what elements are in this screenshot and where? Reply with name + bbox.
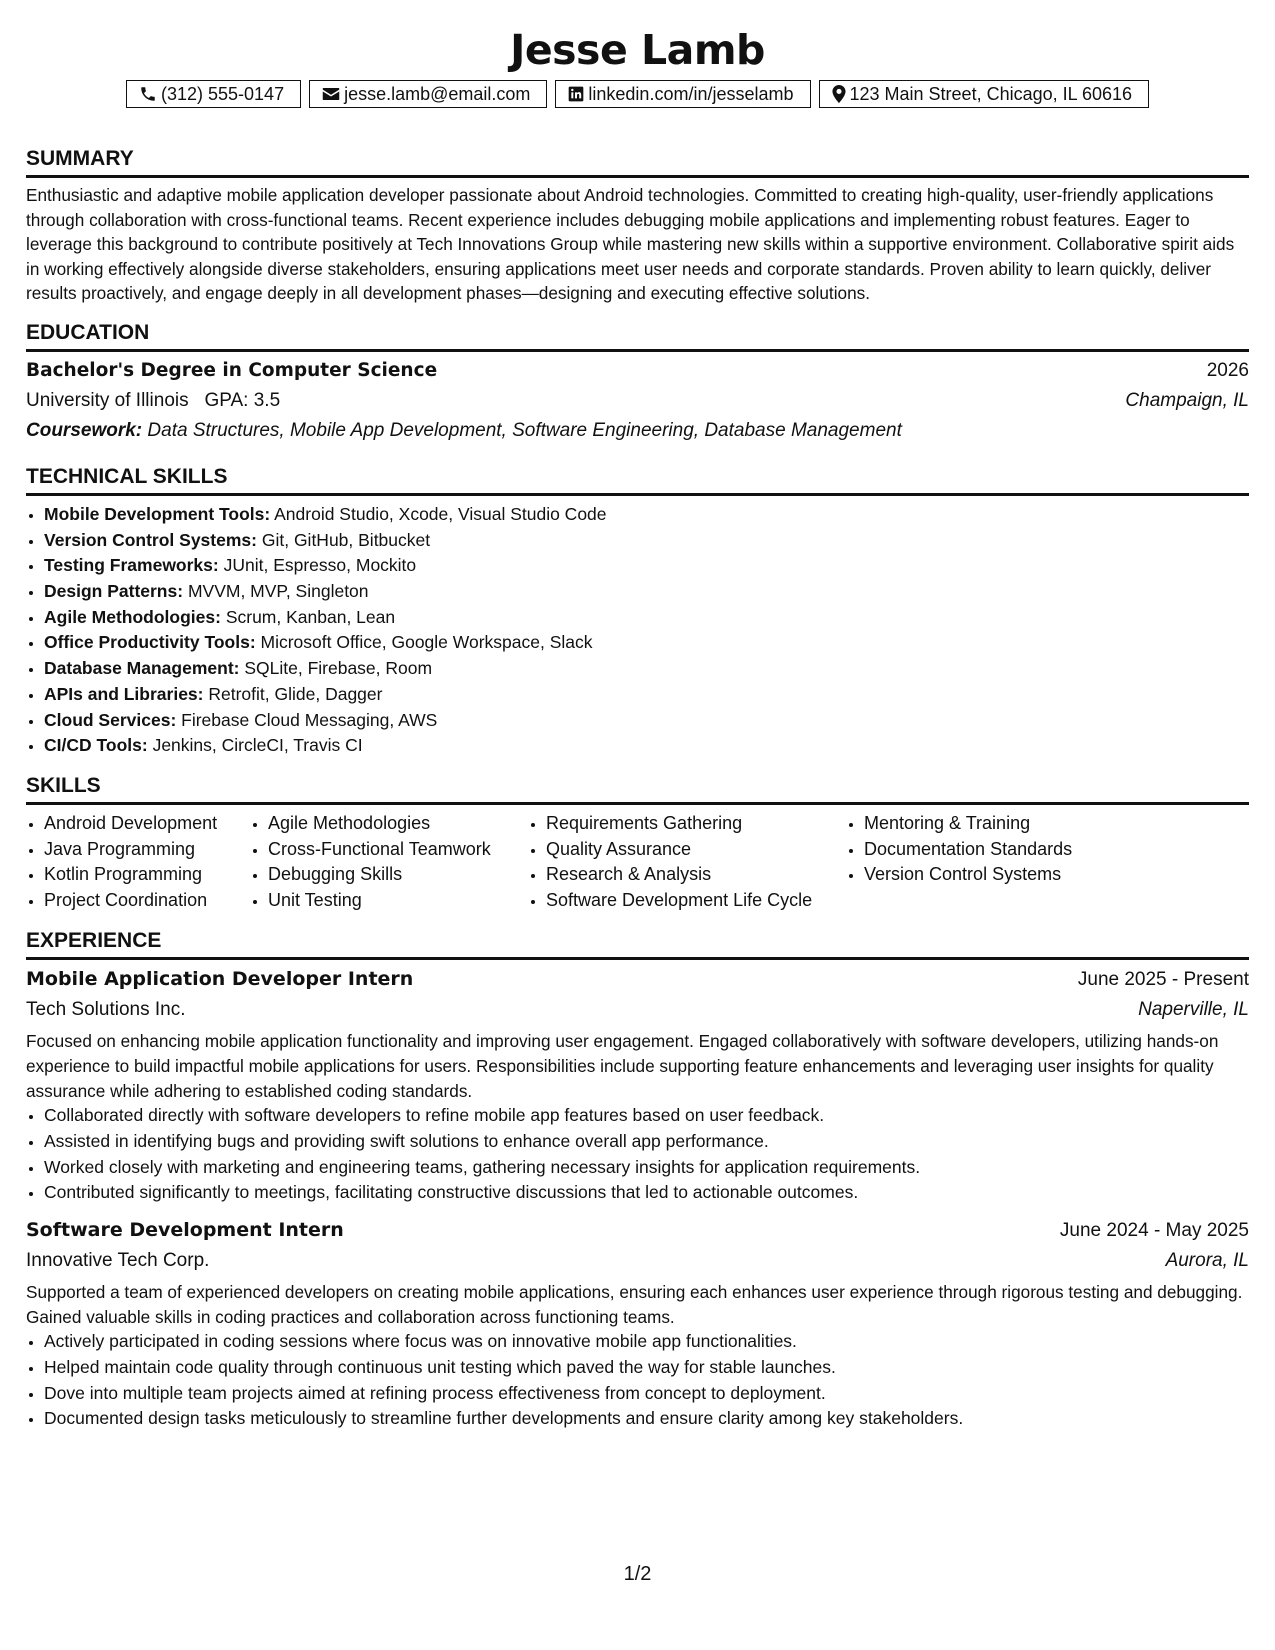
list-item: • Software Development Life Cycle bbox=[546, 888, 846, 914]
job-title-row bbox=[26, 964, 1249, 995]
coursework-list: Data Structures, Mobile App Development, Software Engineering, Database Management bbox=[147, 419, 902, 441]
list-item: • Project Coordination bbox=[44, 888, 250, 914]
technical-skills-heading: TECHNICAL SKILLS bbox=[26, 464, 1249, 496]
list-item: • CI/CD Tools: Jenkins, CircleCI, Travis CI bbox=[44, 733, 1249, 759]
list-item: • Java Programming bbox=[44, 837, 250, 863]
list-item: • Agile Methodologies: Scrum, Kanban, Lean bbox=[44, 605, 1249, 631]
phone-text[interactable]: (312) 555-0147 bbox=[160, 83, 285, 104]
experience-heading: EXPERIENCE bbox=[26, 928, 1249, 960]
job-entry bbox=[26, 1215, 1249, 1432]
skills-column-3 bbox=[528, 811, 846, 913]
technical-skills-list bbox=[26, 502, 1249, 759]
school-info bbox=[26, 386, 280, 416]
candidate-name: Jesse Lamb bbox=[510, 26, 765, 74]
map-pin-icon bbox=[832, 85, 846, 103]
address-text: 123 Main Street, Chicago, IL 60616 bbox=[849, 83, 1133, 104]
list-item: • Actively participated in coding sessions where focus was on innovative mobile app functionalities. bbox=[44, 1329, 1249, 1355]
coursework-line bbox=[26, 416, 1249, 446]
education-school-row bbox=[26, 386, 1249, 416]
list-item: • Version Control Systems bbox=[864, 862, 1164, 888]
list-item: • Agile Methodologies bbox=[268, 811, 528, 837]
job-company-row bbox=[26, 995, 1249, 1025]
list-item: • Mentoring & Training bbox=[864, 811, 1164, 837]
contact-email bbox=[309, 80, 547, 108]
job-title: Software Development Intern bbox=[26, 1218, 344, 1241]
list-item: • Unit Testing bbox=[268, 888, 528, 914]
job-company: Tech Solutions Inc. bbox=[26, 999, 186, 1021]
list-item: • Design Patterns: MVVM, MVP, Singleton bbox=[44, 579, 1249, 605]
envelope-icon bbox=[322, 86, 340, 102]
coursework-label: Coursework: bbox=[26, 419, 143, 441]
list-item: • Research & Analysis bbox=[546, 862, 846, 888]
skills-column-4 bbox=[846, 811, 1164, 913]
skills-heading: SKILLS bbox=[26, 773, 1249, 805]
contact-bar bbox=[26, 80, 1249, 108]
linkedin-icon bbox=[568, 86, 584, 102]
linkedin-link[interactable]: linkedin.com/in/jesselamb bbox=[588, 83, 794, 104]
gpa: GPA: 3.5 bbox=[204, 389, 281, 411]
page-number: 1/2 bbox=[623, 1563, 652, 1585]
graduation-year: 2026 bbox=[1206, 359, 1249, 381]
list-item: • Cross-Functional Teamwork bbox=[268, 837, 528, 863]
list-item: • Documentation Standards bbox=[864, 837, 1164, 863]
list-item: • Quality Assurance bbox=[546, 837, 846, 863]
skills-column-1 bbox=[26, 811, 250, 913]
list-item: • Testing Frameworks: JUnit, Espresso, Mockito bbox=[44, 553, 1249, 579]
list-item: • Android Development bbox=[44, 811, 250, 837]
job-title: Mobile Application Developer Intern bbox=[26, 968, 414, 991]
school-name: University of Illinois bbox=[26, 389, 189, 411]
list-item: • Helped maintain code quality through continuous unit testing which paved the way for stable launches. bbox=[44, 1355, 1249, 1381]
job-location: Aurora, IL bbox=[1165, 1249, 1249, 1271]
skills-grid bbox=[26, 811, 1249, 913]
summary-text: Enthusiastic and adaptive mobile application developer passionate about Android technologies. Committed to creating high-quality, user-friendly applications through collaboration with cross-functional teams. Recent experience includes debugging mobile applications and implementing robust features. Eager to leverage this background to contribute positively at Tech Innovations Group while mastering new skills within a supportive environment. Collaborative spirit aids in working effectively alongside diverse stakeholders, ensuring applications meet user needs and corporate standards. Proven ability to learn quickly, deliver results proactively, and engage deeply in all development phases—designing and executing effective solutions. bbox=[26, 185, 1235, 304]
job-summary: Focused on enhancing mobile application functionality and improving user engagement. Engaged collaboratively with software developers, utilizing hands-on experience to build impactful mobile applications for users. Responsibilities include supporting feature enhancements and leveraging user insights for quality assurance while adhering to established coding standards. bbox=[26, 1031, 1219, 1101]
list-item: • Office Productivity Tools: Microsoft Office, Google Workspace, Slack bbox=[44, 630, 1249, 656]
list-item: • Worked closely with marketing and engineering teams, gathering necessary insights for application requirements. bbox=[44, 1155, 1249, 1181]
list-item: • Assisted in identifying bugs and providing swift solutions to enhance overall app performance. bbox=[44, 1129, 1249, 1155]
job-bullets bbox=[26, 1329, 1249, 1432]
job-company-row bbox=[26, 1246, 1249, 1276]
list-item: • Contributed significantly to meetings, facilitating constructive discussions that led to actionable outcomes. bbox=[44, 1180, 1249, 1206]
contact-address bbox=[819, 80, 1150, 108]
list-item: • Database Management: SQLite, Firebase, Room bbox=[44, 656, 1249, 682]
email-link[interactable]: jesse.lamb@email.com bbox=[344, 83, 531, 104]
list-item: • Collaborated directly with software developers to refine mobile app features based on user feedback. bbox=[44, 1103, 1249, 1129]
job-title-row bbox=[26, 1215, 1249, 1246]
list-item: • Documented design tasks meticulously to streamline further developments and ensure clarity among key stakeholders. bbox=[44, 1406, 1249, 1432]
education-degree-row bbox=[26, 356, 1249, 386]
list-item: • Mobile Development Tools: Android Studio, Xcode, Visual Studio Code bbox=[44, 502, 1249, 528]
education-heading: EDUCATION bbox=[26, 320, 1249, 352]
list-item: • Requirements Gathering bbox=[546, 811, 846, 837]
skills-column-2 bbox=[250, 811, 528, 913]
job-dates: June 2024 - May 2025 bbox=[1059, 1219, 1249, 1241]
summary-heading: SUMMARY bbox=[26, 146, 1249, 178]
degree-title: Bachelor's Degree in Computer Science bbox=[26, 359, 438, 381]
contact-linkedin bbox=[555, 80, 810, 108]
job-summary: Supported a team of experienced developers on creating mobile applications, ensuring each enhances user experience through rigorous testing and debugging. Gained valuable skills in coding practices and collaboration across functioning teams. bbox=[26, 1281, 1243, 1327]
contact-phone bbox=[126, 80, 301, 108]
job-entry bbox=[26, 964, 1249, 1206]
list-item: • Cloud Services: Firebase Cloud Messaging, AWS bbox=[44, 708, 1249, 734]
school-location: Champaign, IL bbox=[1125, 389, 1249, 411]
list-item: • Kotlin Programming bbox=[44, 862, 250, 888]
list-item: • Version Control Systems: Git, GitHub, Bitbucket bbox=[44, 528, 1249, 554]
list-item: • Debugging Skills bbox=[268, 862, 528, 888]
job-company: Innovative Tech Corp. bbox=[26, 1249, 210, 1271]
resume-page bbox=[26, 0, 1249, 1432]
list-item: • Dove into multiple team projects aimed at refining process effectiveness from concept to deployment. bbox=[44, 1381, 1249, 1407]
job-dates: June 2025 - Present bbox=[1077, 969, 1249, 991]
list-item: • APIs and Libraries: Retrofit, Glide, Dagger bbox=[44, 682, 1249, 708]
job-bullets bbox=[26, 1103, 1249, 1206]
phone-icon bbox=[139, 85, 157, 103]
job-location: Naperville, IL bbox=[1138, 999, 1249, 1021]
